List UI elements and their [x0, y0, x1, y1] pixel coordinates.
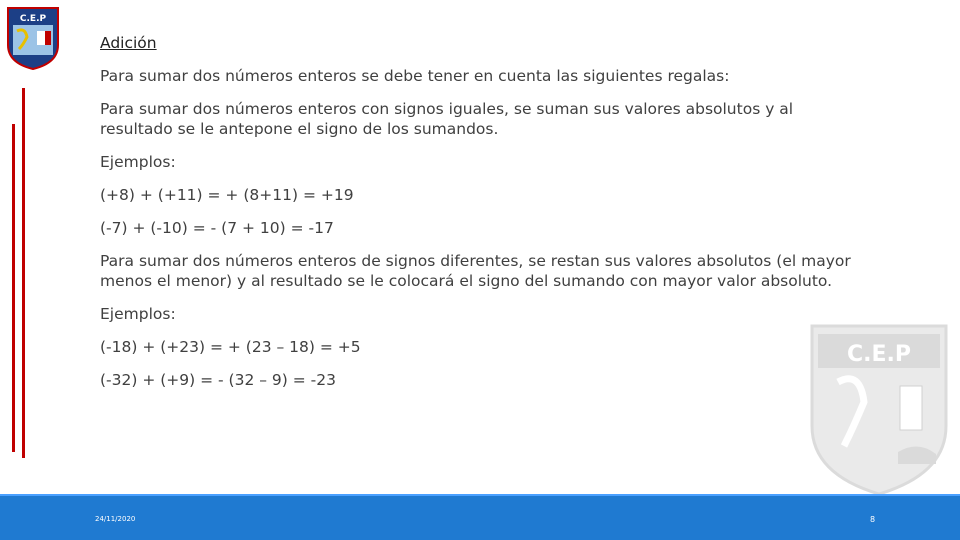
decorative-red-rule: [12, 124, 15, 452]
decorative-red-rule: [22, 88, 25, 458]
footer-bar: [0, 496, 960, 540]
slide-heading: Adición: [100, 34, 157, 52]
example-equation: (+8) + (+11) = + (8+11) = +19: [100, 186, 354, 204]
examples-label: Ejemplos:: [100, 153, 176, 171]
examples-label: Ejemplos:: [100, 305, 176, 323]
example-equation: (-32) + (+9) = - (32 – 9) = -23: [100, 371, 336, 389]
school-crest-logo: [5, 5, 61, 71]
slide-content: [100, 33, 860, 403]
example-equation: (-7) + (-10) = - (7 + 10) = -17: [100, 219, 334, 237]
watermark-text: C.E.P: [846, 342, 912, 367]
footer-date: 24/11/2020: [95, 515, 136, 523]
example-equation: (-18) + (+23) = + (23 – 18) = +5: [100, 338, 361, 356]
rule-same-signs: Para sumar dos números enteros con signos iguales, se suman sus valores absolutos y al resultado se le antepone el signo de los sumandos.: [100, 100, 794, 138]
logo-text: C.E.P: [19, 14, 47, 24]
page-number: 8: [870, 515, 876, 524]
intro-text: Para sumar dos números enteros se debe tener en cuenta las siguientes regalas:: [100, 67, 730, 85]
rule-different-signs: Para sumar dos números enteros de signos diferentes, se restan sus valores absolutos (el mayor menos el menor) y al resultado se le colocará el signo del sumando con mayor valor absoluto.: [100, 252, 851, 290]
